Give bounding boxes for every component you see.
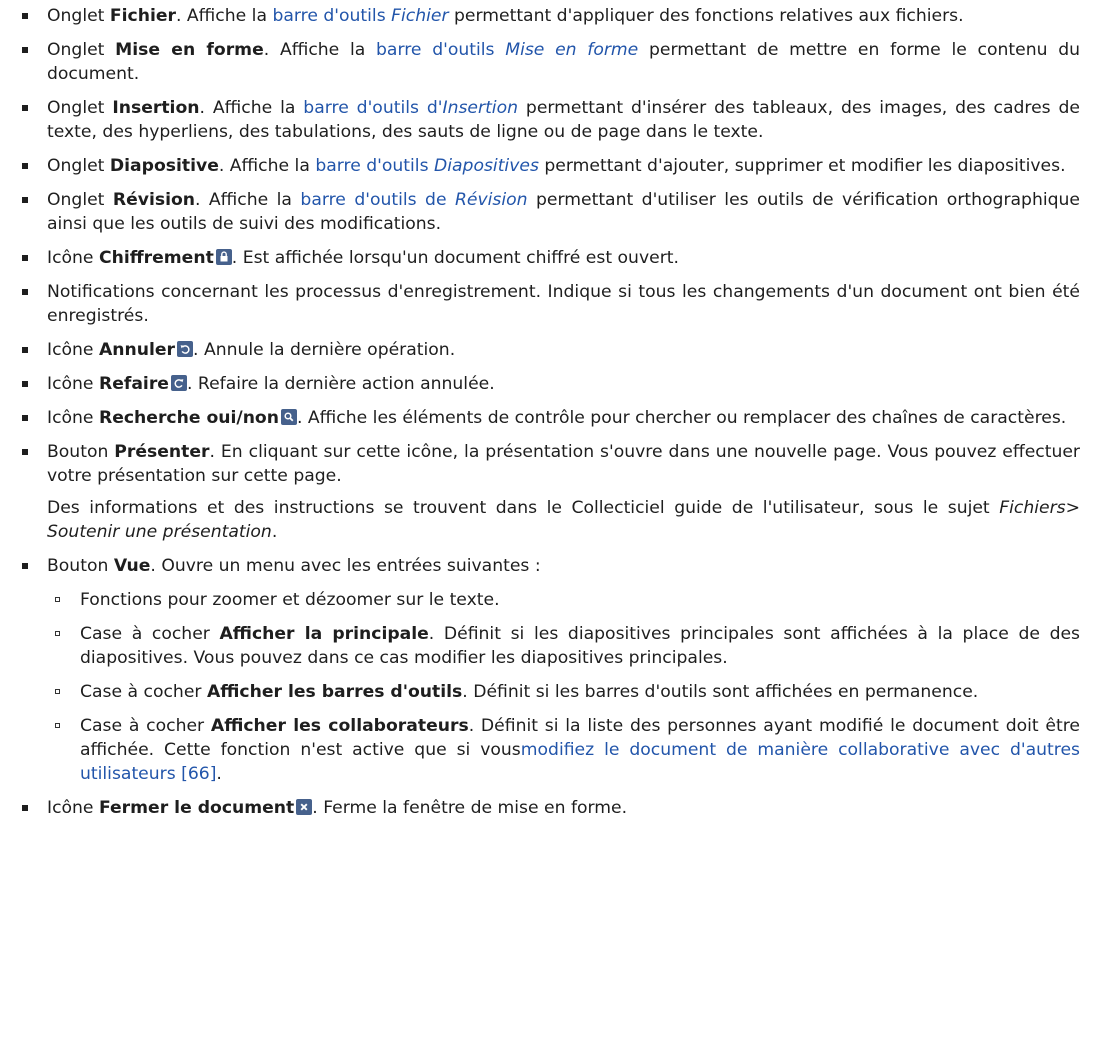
sub-item-afficher-collaborateurs: Case à cocher Afficher les collaborateurs. Définit si la liste des personnes ayant modifié le document doit être affichée. Cette fonction n'est active que si vousmodifiez le document de manière collaborative avec d'autres utilisateurs [66]. — [80, 716, 1080, 784]
search-icon — [281, 409, 297, 425]
list-item-recherche: Icône Recherche oui/non . Affiche les éléments de contrôle pour chercher ou remplacer des chaînes de caractères. — [47, 406, 1080, 430]
link-collaborative-editing[interactable]: modifiez le document de manière collaborative avec d'autres utilisateurs [66] — [80, 740, 1080, 784]
list-item-insertion: Onglet Insertion. Affiche la barre d'outils d'Insertion permettant d'insérer des tableaux, des images, des cadres de texte, des hyperliens, des tabulations, des sauts de ligne ou de page dans le texte. — [47, 98, 1081, 142]
lock-icon — [216, 249, 232, 265]
list-item-notifications: Notifications concernant les processus d'enregistrement. Indique si tous les changements d'un document ont bien été enregistrés. — [47, 282, 1080, 326]
link-diapositives-toolbar[interactable]: barre d'outils Diapositives — [315, 156, 539, 176]
list-item-diapositive: Onglet Diapositive. Affiche la barre d'outils Diapositives permettant d'ajouter, supprimer et modifier les diapositives. — [47, 154, 1080, 178]
list-item-refaire: Icône Refaire . Refaire la dernière action annulée. — [47, 372, 1080, 396]
list-item-annuler: Icône Annuler . Annule la dernière opération. — [47, 338, 1080, 362]
sub-item-afficher-barres: Case à cocher Afficher les barres d'outils. Définit si les barres d'outils sont affichées en permanence. — [80, 680, 1080, 704]
link-fichier-toolbar[interactable]: barre d'outils Fichier — [272, 6, 449, 26]
link-insertion-toolbar[interactable]: barre d'outils d'Insertion — [303, 98, 518, 118]
close-icon — [296, 799, 312, 815]
sub-item-afficher-principale: Case à cocher Afficher la principale. Définit si les diapositives principales sont affichées à la place de des diapositives. Vous pouvez dans ce cas modifier les diapositives principales. — [80, 624, 1081, 668]
presenter-info-paragraph: Des informations et des instructions se trouvent dans le Collecticiel guide de l'utilisateur, sous le sujet Fichiers> Soutenir une présentation. — [47, 498, 1080, 542]
list-item-vue: Bouton Vue. Ouvre un menu avec les entrées suivantes : Fonctions pour zoomer et dézoomer sur le texte. Case à cocher Afficher la principale. Définit si les diapositives principales sont affichées à la place de des diapositives. Vous pouvez dans ce cas modifier les diapositives principales. Case à cocher Afficher les barres d'outils. Définit si les barres d'outils sont affichées en permanence. Case à cocher Afficher les collaborateurs. Définit si la liste des personnes ayant modifié le document doit être affichée. Cette fonction n'est active que si vousmodifiez le document de manière collaborative avec d'autres utilisateurs [66]. — [47, 556, 1081, 784]
list-item-presenter: Bouton Présenter. En cliquant sur cette icône, la présentation s'ouvre dans une nouvelle page. Vous pouvez effectuer votre présentation sur cette page. Des informations et des instructions se trouvent dans le Collecticiel guide de l'utilisateur, sous le sujet Fichiers> Soutenir une présentation. — [47, 442, 1080, 542]
list-item-chiffrement: Icône Chiffrement . Est affichée lorsqu'un document chiffré est ouvert. — [47, 246, 1080, 270]
vue-submenu-list — [80, 588, 1080, 786]
list-item-fermer: Icône Fermer le document . Ferme la fenêtre de mise en forme. — [47, 796, 1080, 820]
list-item-revision: Onglet Révision. Affiche la barre d'outils de Révision permettant d'utiliser les outils de vérification orthographique ainsi que les outils de suivi des modifications. — [47, 190, 1080, 234]
list-item-mise-en-forme: Onglet Mise en forme. Affiche la barre d'outils Mise en forme permettant de mettre en forme le contenu du document. — [47, 40, 1081, 84]
list-item-fichier: Onglet Fichier. Affiche la barre d'outils Fichier permettant d'appliquer des fonctions relatives aux fichiers. — [47, 4, 1080, 28]
link-mise-en-forme-toolbar[interactable]: barre d'outils Mise en forme — [376, 40, 639, 60]
link-revision-toolbar[interactable]: barre d'outils de Révision — [300, 190, 528, 210]
feature-list — [47, 4, 1080, 820]
sub-item-zoom: Fonctions pour zoomer et dézoomer sur le texte. — [80, 588, 1080, 612]
undo-icon — [177, 341, 193, 357]
redo-icon — [171, 375, 187, 391]
